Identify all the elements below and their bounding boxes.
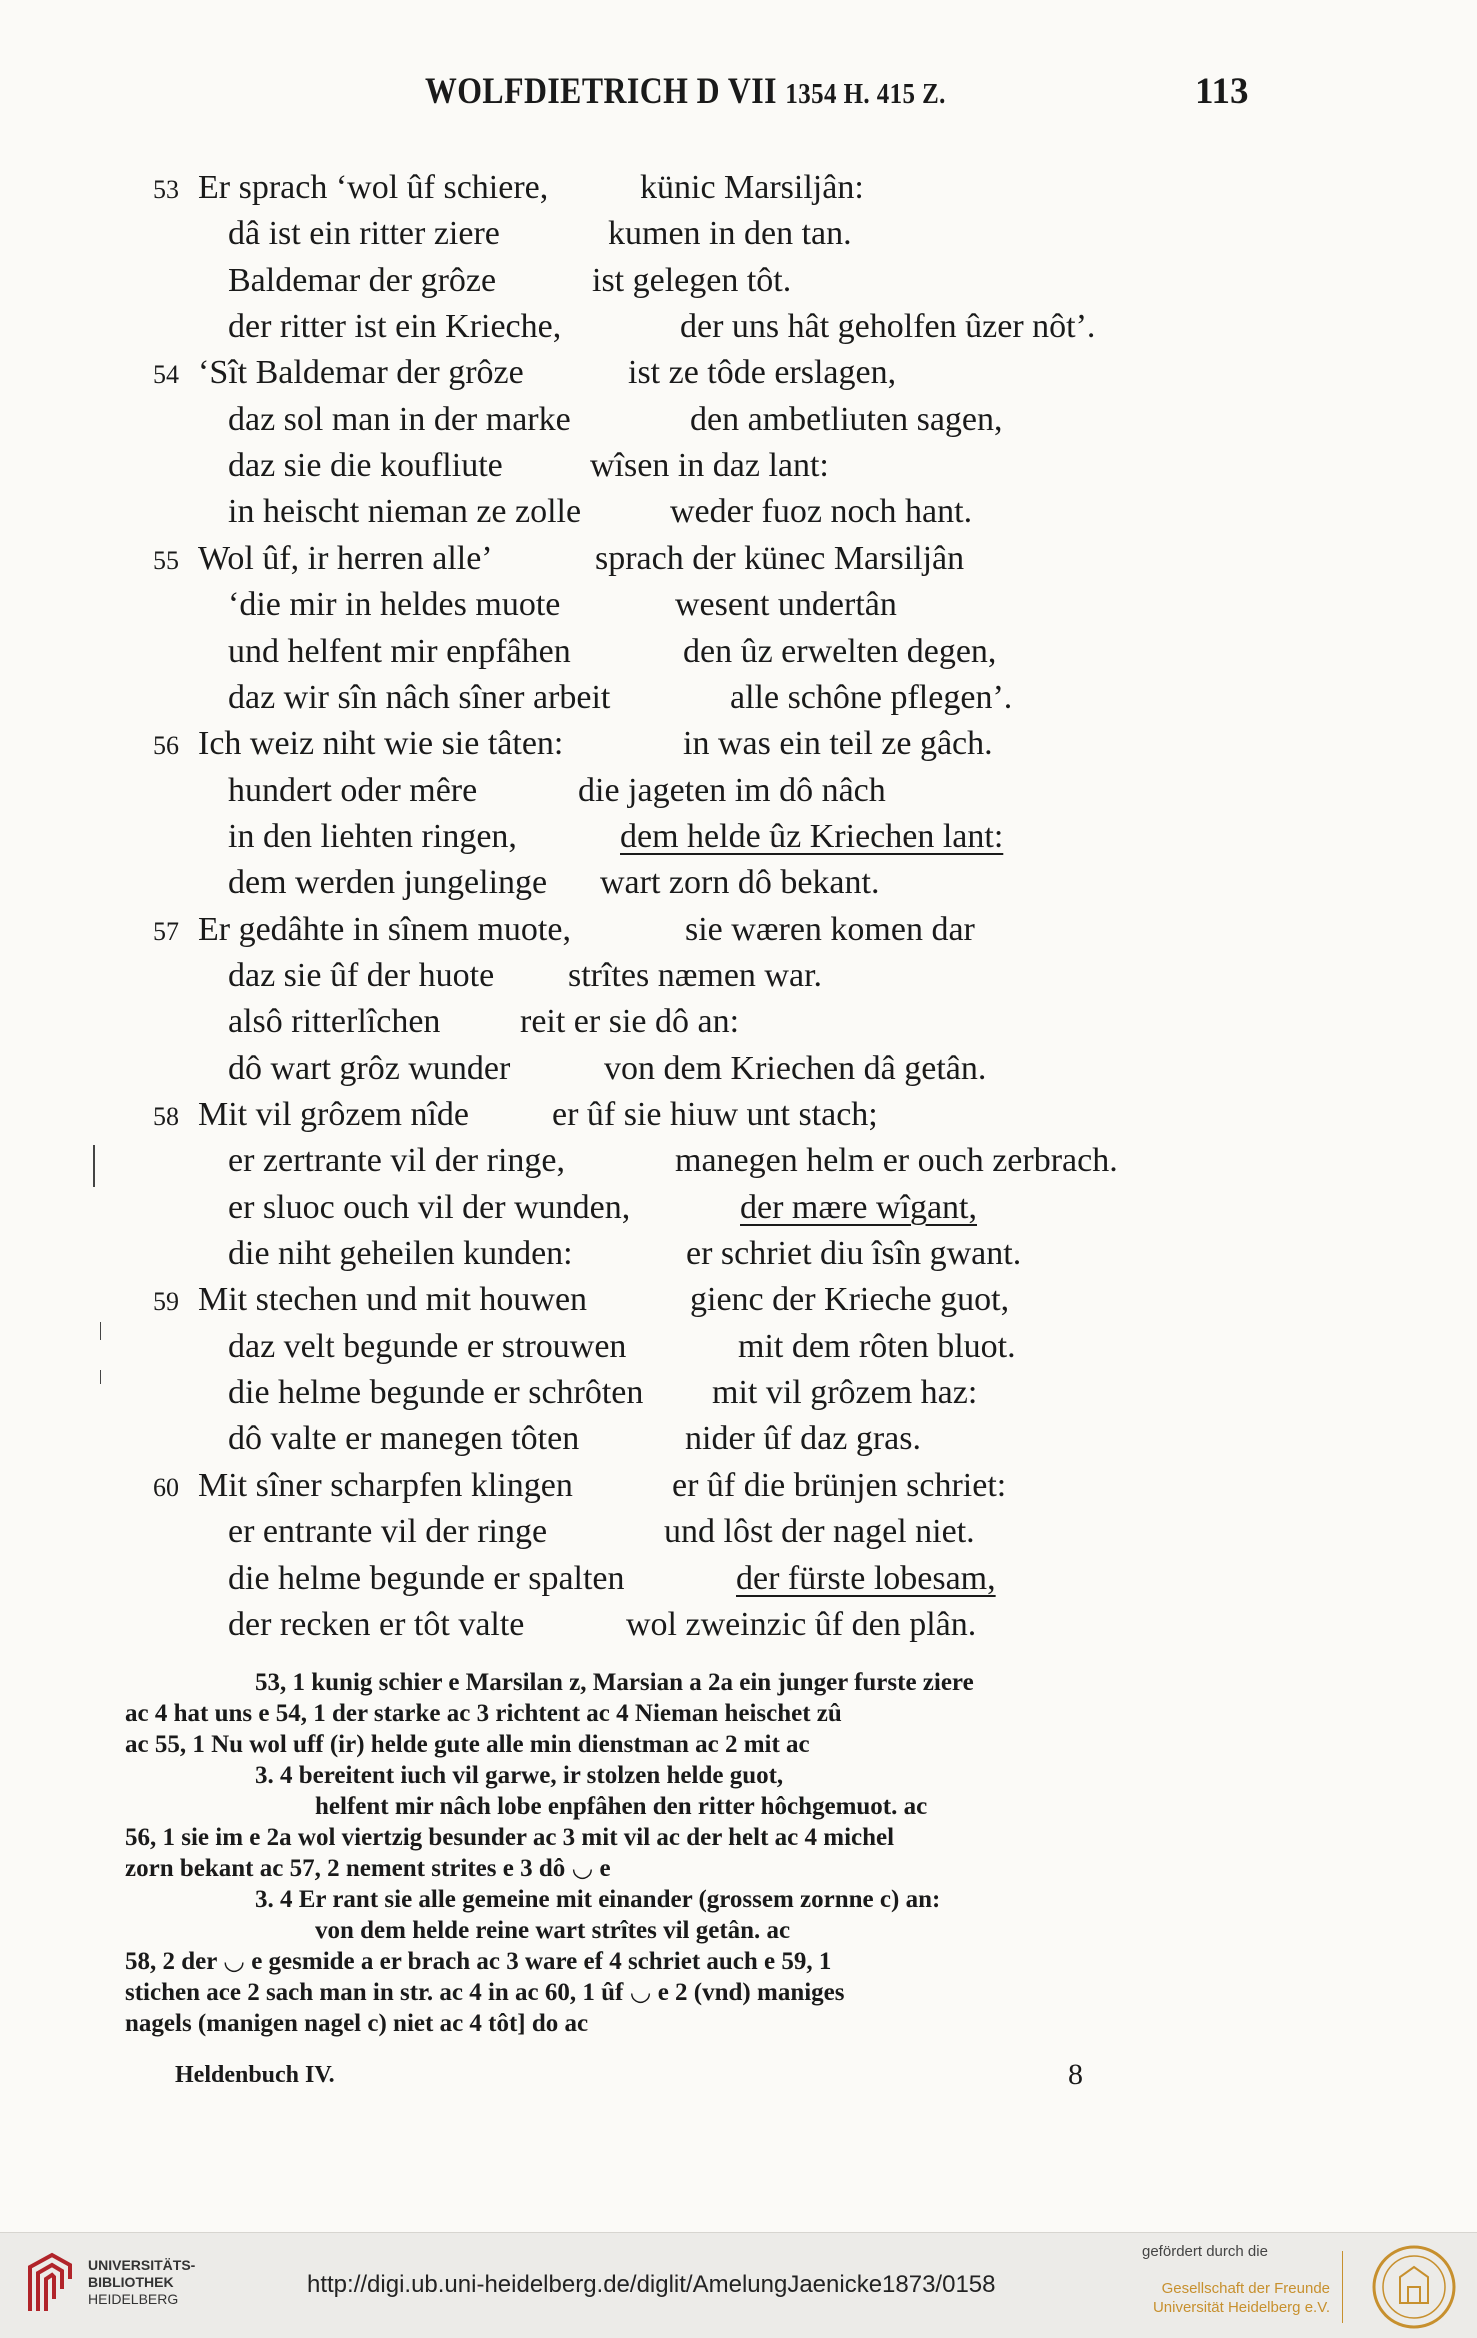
strophe-number: 57 (153, 916, 179, 946)
verse-line (0, 1324, 1300, 1370)
verse-second-half: der fürste lobesam, (736, 1559, 996, 1597)
verse-first-half: er zertrante vil der ringe, (228, 1142, 565, 1180)
verse-line (0, 675, 1300, 721)
verse-second-half: in was ein teil ze gâch. (683, 725, 993, 763)
verse-line (0, 1138, 1300, 1184)
verse-first-half: Mit stechen und mit houwen (198, 1281, 588, 1319)
critical-apparatus (125, 1667, 1240, 2039)
verse-first-half: daz wir sîn nâch sîner arbeit (228, 678, 611, 716)
verse-line (0, 1046, 1300, 1092)
sponsor-name-line: Universität Heidelberg e.V. (1152, 2299, 1330, 2316)
apparatus-line: ac 55, 1 Nu wol uff (ir) helde gute alle min dienstman ac 2 mit ac (125, 1731, 810, 1758)
page-number: 113 (1195, 71, 1249, 112)
verse-line (0, 1602, 1300, 1648)
sponsor-name-line: Gesellschaft der Freunde (1161, 2280, 1330, 2297)
verse-first-half: daz velt begunde er strouwen (228, 1327, 627, 1365)
verse-second-half: er ûf sie hiuw unt stach; (552, 1096, 878, 1133)
margin-mark (100, 1322, 101, 1340)
verse-second-half: der mære wîgant, (740, 1188, 977, 1226)
verse-first-half: Ich weiz niht wie sie tâten: (198, 725, 564, 763)
verse-line (0, 860, 1300, 906)
verse-first-half: er entrante vil der ringe (228, 1513, 548, 1551)
verse-first-half: Mit vil grôzem nîde (198, 1096, 470, 1133)
footer-divider (1342, 2251, 1343, 2323)
verse-line (0, 1416, 1300, 1462)
verse-first-half: dô wart grôz wunder (228, 1049, 511, 1087)
verse-line (0, 768, 1300, 814)
verse-first-half: ‘Sît Baldemar der grôze (198, 354, 524, 392)
strophe-number: 58 (153, 1102, 179, 1131)
verse-line (0, 1185, 1300, 1231)
verse-first-half: Er sprach ‘wol ûf schiere, (198, 169, 549, 206)
running-title-ref: 1354 H. 415 Z. (785, 78, 946, 110)
margin-mark (100, 1370, 101, 1384)
verse-line (0, 1277, 1300, 1323)
verse-second-half: er schriet diu îsîn gwant. (686, 1235, 1022, 1273)
verse-first-half: die helme begunde er schrôten (228, 1374, 644, 1412)
verse-second-half: und lôst der nagel niet. (664, 1513, 975, 1551)
verse-line (0, 350, 1300, 396)
running-title-main: WOLFDIETRICH D VII (425, 71, 777, 112)
verse-second-half: dem helde ûz Kriechen lant: (620, 817, 1004, 855)
margin-mark (93, 1145, 95, 1187)
signature-right: 8 (1068, 2058, 1083, 2091)
verse-first-half: die niht geheilen kunden: (228, 1235, 573, 1273)
strophe-number: 56 (153, 731, 179, 761)
verse-second-half: manegen helm er ouch zerbrach. (675, 1142, 1118, 1180)
verse-second-half: alle schône pflegen’. (730, 678, 1013, 716)
verse-line (0, 1092, 1300, 1138)
verse-second-half: der uns hât geholfen ûzer nôt’. (680, 308, 1096, 346)
verse-second-half: ist ze tôde erslagen, (628, 354, 897, 392)
verse-line (0, 165, 1300, 211)
verse-first-half: die helme begunde er spalten (228, 1559, 625, 1597)
apparatus-line: 58, 2 der ◡ e gesmide a er brach ac 3 ware ef 4 schriet auch e 59, 1 (125, 1948, 832, 1975)
strophe-number: 59 (153, 1287, 179, 1317)
strophe-number: 60 (153, 1472, 179, 1502)
verse-second-half: reit er sie dô an: (520, 1003, 740, 1041)
verse-first-half: er sluoc ouch vil der wunden, (228, 1188, 631, 1226)
strophe-number: 53 (153, 175, 179, 204)
verse-second-half: ist gelegen tôt. (592, 261, 792, 299)
verse-line (0, 1463, 1300, 1509)
strophe-number: 55 (153, 545, 179, 575)
verse-second-half: künic Marsiljân: (640, 169, 864, 206)
apparatus-line: zorn bekant ac 57, 2 nement strites e 3 dô ◡ e (125, 1855, 611, 1882)
university-seal-icon (1370, 2243, 1458, 2331)
verse-second-half: sie wæren komen dar (685, 910, 975, 948)
verse-first-half: in heischt nieman ze zolle (228, 493, 582, 531)
verse-line (0, 211, 1300, 257)
permalink-url[interactable]: http://digi.ub.uni-heidelberg.de/diglit/AmelungJaenicke1873/0158 (307, 2271, 996, 2298)
verse-second-half: mit dem rôten bluot. (738, 1327, 1016, 1365)
verse-line (0, 1231, 1300, 1277)
verse-second-half: von dem Kriechen dâ getân. (604, 1049, 987, 1087)
verse-second-half: wîsen in daz lant: (590, 447, 829, 485)
verse-second-half: wart zorn dô bekant. (600, 864, 880, 902)
signature-left: Heldenbuch IV. (175, 2062, 335, 2088)
verse-second-half: den ûz erwelten degen, (683, 632, 997, 670)
verse-first-half: dem werden jungelinge (228, 864, 548, 902)
verse-line (0, 536, 1300, 582)
apparatus-line: 56, 1 sie im e 2a wol viertzig besunder ac 3 mit vil ac der helt ac 4 michel (125, 1824, 895, 1851)
library-name-line: BIBLIOTHEK (88, 2274, 174, 2290)
verse-second-half: gienc der Krieche guot, (690, 1281, 1010, 1319)
apparatus-line: helfent mir nâch lobe enpfâhen den ritter hôchgemuot. ac (315, 1793, 928, 1820)
verse-second-half: er ûf die brünjen schriet: (672, 1466, 1007, 1504)
verse-first-half: daz sol man in der marke (228, 400, 571, 438)
verse-first-half: Baldemar der grôze (228, 261, 497, 299)
verse-line (0, 489, 1300, 535)
apparatus-line: von dem helde reine wart strîtes vil getân. ac (315, 1917, 791, 1944)
verse-second-half: die jageten im dô nâch (578, 771, 886, 809)
verse-first-half: dô valte er manegen tôten (228, 1420, 580, 1458)
verse-line (0, 907, 1300, 953)
library-name (88, 2257, 195, 2308)
verse-line (0, 1370, 1300, 1416)
verse-line (0, 629, 1300, 675)
verse-line (0, 397, 1300, 443)
verse-first-half: ‘die mir in heldes muote (228, 586, 561, 624)
footer-bar (0, 2232, 1477, 2338)
verse-first-half: daz sie ûf der huote (228, 956, 495, 994)
verse-second-half: strîtes næmen war. (568, 956, 823, 994)
sponsor-name[interactable] (1152, 2279, 1330, 2317)
verse-second-half: mit vil grôzem haz: (712, 1374, 978, 1412)
apparatus-line: 3. 4 Er rant sie alle gemeine mit einander (grossem zornne c) an: (255, 1886, 941, 1913)
verse-first-half: der recken er tôt valte (228, 1605, 525, 1643)
verse-line (0, 999, 1300, 1045)
verse-first-half: daz sie die koufliute (228, 447, 503, 485)
library-logo-icon (22, 2249, 78, 2319)
verse-first-half: dâ ist ein ritter ziere (228, 215, 500, 253)
verse-line (0, 814, 1300, 860)
verse-first-half: Er gedâhte in sînem muote, (198, 910, 571, 948)
sponsor-label: gefördert durch die (1142, 2243, 1268, 2260)
verse-first-half: der ritter ist ein Krieche, (228, 308, 562, 346)
verse-first-half: alsô ritterlîchen (228, 1003, 441, 1041)
apparatus-line: nagels (manigen nagel c) niet ac 4 tôt] do ac (125, 2010, 589, 2037)
verse-first-half: hundert oder mêre (228, 771, 478, 809)
verse-line (0, 443, 1300, 489)
library-name-line: UNIVERSITÄTS- (88, 2257, 196, 2273)
verse-line (0, 258, 1300, 304)
library-name-line: HEIDELBERG (88, 2291, 179, 2307)
running-title (425, 70, 946, 113)
verse-second-half: wol zweinzic ûf den plân. (626, 1605, 977, 1643)
verse-first-half: Mit sîner scharpfen klingen (198, 1466, 573, 1504)
verse-line (0, 953, 1300, 999)
verse-line (0, 304, 1300, 350)
verse-second-half: wesent undertân (675, 586, 897, 624)
verse-second-half: sprach der künec Marsiljân (595, 539, 965, 577)
verse-second-half: weder fuoz noch hant. (670, 493, 973, 531)
apparatus-line: ac 4 hat uns e 54, 1 der starke ac 3 richtent ac 4 Nieman heischet zû (125, 1700, 842, 1727)
apparatus-line: 3. 4 bereitent iuch vil garwe, ir stolzen helde guot, (255, 1762, 784, 1789)
verse-line (0, 1509, 1300, 1555)
verse-line (0, 721, 1300, 767)
apparatus-line: 53, 1 kunig schier e Marsilan z, Marsian a 2a ein junger furste ziere (255, 1669, 974, 1696)
verse-first-half: in den liehten ringen, (228, 817, 517, 855)
verse-line (0, 1556, 1300, 1602)
verse-first-half: Wol ûf, ir herren alle’ (198, 539, 493, 577)
verse-second-half: kumen in den tan. (608, 215, 852, 253)
apparatus-line: stichen ace 2 sach man in str. ac 4 in ac 60, 1 ûf ◡ e 2 (vnd) maniges (125, 1979, 845, 2006)
verse-second-half: den ambetliuten sagen, (690, 400, 1003, 438)
verse-second-half: nider ûf daz gras. (685, 1420, 922, 1458)
strophe-number: 54 (153, 360, 179, 390)
verse-first-half: und helfent mir enpfâhen (228, 632, 571, 670)
verse-line (0, 582, 1300, 628)
